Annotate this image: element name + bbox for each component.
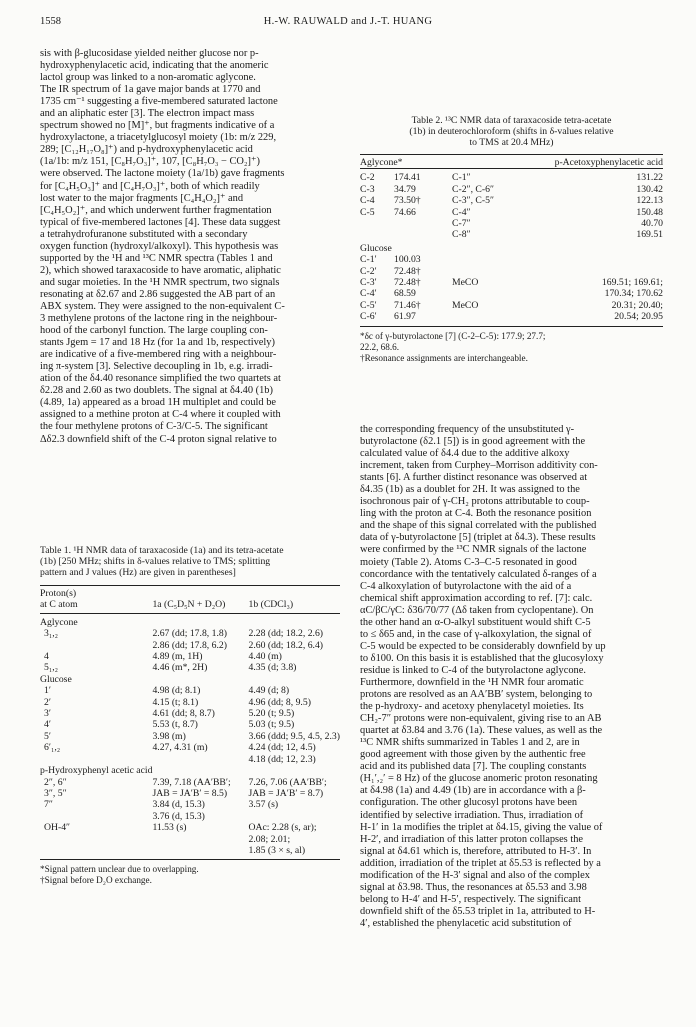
text-line: and the shape of this signal correlated with the published — [360, 520, 597, 532]
text-line: the corresponding frequency of the unsubstituted γ- — [360, 424, 575, 435]
text-line: C-5 would be expected to be considerably downfield by up — [360, 640, 606, 652]
text-line: signal at δ3.98. Thus, the resonances at δ5.53 and 3.98 — [360, 881, 587, 893]
table-cell — [452, 266, 570, 277]
text-line: identified by selective irradiation. Thus, irradiation of — [360, 809, 584, 821]
table-cell: 3.98 (m) — [152, 730, 186, 742]
text-line: 289; [C₁₂H₁₇O₈]⁺) and p-hydroxyphenylacetic acid — [40, 144, 253, 156]
table-cell: 4.61 (dd; 8, 8.7) — [152, 708, 215, 720]
table-cell: 68.59 — [394, 288, 416, 300]
table-row — [40, 788, 340, 799]
table-cell — [40, 811, 152, 822]
table-cell — [249, 674, 341, 685]
text-line: residue is linked to C-4 of the butyrolactone aglycone. — [360, 664, 586, 676]
text-line: and an aliphatic ester [3]. The electron impact mass — [40, 108, 255, 120]
table-cell: 73.50† — [394, 195, 421, 207]
table-cell: C-7″ — [452, 218, 471, 230]
table-cell: p-Hydroxyphenyl acetic acid — [40, 765, 153, 777]
table-1 — [40, 545, 340, 886]
table-row — [360, 277, 663, 288]
table-cell: 4.27, 4.31 (m) — [152, 742, 208, 754]
table-2-footnotes — [360, 331, 663, 364]
table-cell: 4.46 (m*, 2H) — [152, 662, 208, 674]
text-line: δ4.35 (1b) as a doublet for 2H. It was assigned to the — [360, 484, 580, 496]
text-line: ABX system. They were assigned to the non-equivalent C- — [40, 300, 285, 312]
text-line: δ2.28 and 2.60 as two doublets. The signal at δ4.40 (1b) — [40, 385, 273, 397]
right-paragraph — [360, 424, 662, 930]
text-line: to δ100. On this basis it is established that the glucosyloxy — [360, 652, 604, 664]
table-cell: 4.40 (m) — [248, 651, 282, 663]
table-cell: 4.96 (dd; 8, 9.5) — [248, 696, 311, 708]
text-line: ling with the proton at C-4. Both the resonance position — [360, 508, 592, 520]
text-line: and sugar moieties. In the ¹H NMR spectrum, two signals — [40, 276, 280, 288]
table-cell: 4.35 (d; 3.8) — [248, 662, 297, 674]
table-cell — [452, 288, 570, 299]
footnote-line: *Signal pattern unclear due to overlapping. — [40, 864, 199, 875]
table-cell: JAB = JA′B′ = 8.5) — [152, 787, 228, 799]
table-row — [360, 184, 663, 195]
table-row — [40, 754, 340, 765]
table-cell — [152, 613, 248, 628]
text-line: ¹³C NMR shifts summarized in Tables 1 and 2, are in — [360, 737, 580, 749]
table-cell: C-4 — [360, 195, 375, 207]
text-line: were confirmed by the ¹³C NMR signals of the lactone — [360, 544, 587, 556]
footnote-line: †Signal before D₂O exchange. — [40, 875, 152, 886]
table-cell: 11.53 (s) — [152, 822, 187, 834]
text-line: CH₂-7″ protons were non-equivalent, giving rise to an AB — [360, 713, 602, 725]
table-1-caption — [40, 545, 340, 578]
table-cell: 122.13 — [636, 195, 663, 207]
table-cell: C-4′ — [360, 288, 377, 300]
table-cell: 150.48 — [636, 206, 663, 218]
left-column-text — [40, 48, 340, 446]
table-cell: 131.22 — [636, 172, 663, 184]
table-row — [40, 708, 340, 719]
table-cell: 169.51 — [636, 229, 663, 241]
table-row — [40, 662, 340, 673]
table-cell: 3₁,₂ — [44, 628, 59, 640]
table-1-head-1a: 1a (C₅D₅N + D₂O) — [152, 599, 248, 613]
table-cell: C-2 — [360, 172, 375, 184]
table-cell: C-8″ — [452, 229, 471, 241]
table-1-head-atom: at C atom — [40, 599, 152, 613]
table-cell — [570, 254, 663, 265]
text-line: typical of five-membered lactones [4]. These data suggest — [40, 216, 281, 228]
table-2-header-acid: p-Acetoxyphenylacetic acid — [452, 155, 663, 169]
table-1-head-proton: Proton(s) — [40, 586, 152, 600]
table-cell: 5.03 (t; 9.5) — [248, 719, 295, 731]
table-row — [40, 674, 340, 685]
table-row — [360, 254, 663, 265]
table-row — [40, 811, 340, 822]
table-cell — [249, 613, 341, 628]
table-row — [360, 288, 663, 299]
text-line: isochronous pair of γ-CH₂ protons attributable to coup- — [360, 496, 590, 508]
text-line: αC/βC/γC: δ36/70/77 (Δδ taken from cyclopentane). On — [360, 604, 594, 616]
table-cell: 4 — [44, 651, 49, 663]
table-row — [40, 651, 340, 662]
table-row — [40, 777, 340, 788]
table-row — [40, 719, 340, 730]
table-row — [360, 195, 663, 206]
table-cell: C-2′ — [360, 265, 377, 277]
table-cell: 1.85 (3 × s, al) — [248, 844, 306, 856]
text-line: protons are resolved as an AA′BB′ system, belonging to — [360, 689, 593, 701]
table-cell: 3.76 (d, 15.3) — [152, 810, 205, 822]
table-row — [40, 834, 340, 845]
table-row — [40, 628, 340, 639]
text-line: Furthermore, downfield in the ¹H NMR four aromatic — [360, 676, 584, 688]
table-cell: OH-4″ — [44, 822, 71, 834]
table-1-grid — [40, 585, 340, 856]
table-cell: 2″, 6″ — [44, 776, 67, 788]
text-line: oxygen function (hydroxyl/alkoxyl). This hypothesis was — [40, 240, 279, 252]
table-cell: JAB = JA′B′ = 8.7) — [248, 787, 324, 799]
text-line: calculated value of δ4.4 due to the additive alkoxy — [360, 448, 570, 460]
table-1-footnotes — [40, 864, 340, 886]
text-line: Δδ2.3 downfield shift of the C-4 proton signal relative to — [40, 433, 277, 445]
table-cell: 4.24 (dd; 12, 4.5) — [248, 742, 316, 754]
table-row — [360, 311, 663, 322]
text-line: at δ4.98 (1a) and 4.49 (1b) are in accordance with a β- — [360, 785, 586, 797]
table-row — [360, 229, 663, 240]
table-cell: 72.48† — [394, 277, 421, 289]
table-2-header-aglycone: Aglycone* — [360, 155, 452, 169]
table-row — [40, 731, 340, 742]
text-line: acid and its published data [7]. The coupling constants — [360, 761, 587, 773]
table-cell: 4.18 (dd; 12, 2.3) — [248, 753, 316, 765]
table-cell: 4.98 (d; 8.1) — [152, 685, 201, 697]
table-cell: MeCO — [452, 299, 479, 311]
text-line: good agreement with those given by the authentic free — [360, 749, 586, 761]
table-cell: 2.08; 2.01; — [248, 833, 291, 845]
text-line: H-1′ in 1a modifies the triplet at δ4.15, giving the value of — [360, 821, 603, 833]
text-line: moiety (Table 2). Atoms C-3–C-5 resonated in good — [360, 556, 577, 568]
table-cell: 7″ — [44, 799, 53, 811]
caption-line: to TMS at 20.4 MHz) — [469, 137, 554, 148]
table-row — [360, 207, 663, 218]
table-cell: 5′ — [44, 730, 51, 742]
table-cell: OAc: 2.28 (s, ar); — [248, 822, 317, 834]
text-line: hydroxylactone, a triacetylglucosyl moiety (1b: m/z 229, — [40, 132, 277, 144]
caption-line: (1b) [250 MHz; shifts in δ-values relative to TMS; splitting — [40, 556, 271, 567]
table-cell: MeCO — [452, 277, 479, 289]
table-cell: 4.15 (t; 8.1) — [152, 696, 199, 708]
text-line: a tetrahydrofuranone substituted with a secondary — [40, 228, 248, 240]
text-line: lactol group was linked to a non-aromatic aglycone. — [40, 72, 256, 84]
text-line: lost water to the major fragments [C₄H₄O₂]⁺ and — [40, 192, 244, 204]
table-row — [40, 822, 340, 833]
text-line: butyrolactone (δ2.1 [5]) is in good agreement with the — [360, 436, 586, 448]
text-line: concordance with the tentatively calculated δ-ranges of a — [360, 568, 597, 580]
table-cell: 3.84 (d, 15.3) — [152, 799, 205, 811]
table-cell — [394, 229, 452, 240]
table-cell: 20.31; 20.40; — [611, 299, 663, 311]
table-cell: 3″, 5″ — [44, 787, 67, 799]
table-row — [40, 765, 340, 776]
table-cell: C-5′ — [360, 299, 377, 311]
table-row — [40, 685, 340, 696]
caption-line: Table 2. ¹³C NMR data of taraxacoside tetra-acetate — [411, 115, 612, 126]
text-line: 1735 cm⁻¹ suggesting a five-membered saturated lactone — [40, 96, 278, 108]
table-cell: Glucose — [40, 673, 72, 685]
text-line: the other hand an α-O-alkyl substituent would shift C-5 — [360, 616, 591, 628]
table-row — [40, 613, 340, 628]
table-cell: C-2″, C-6″ — [452, 183, 494, 195]
table-cell — [249, 811, 341, 822]
table-cell: 170.34; 170.62 — [604, 288, 663, 300]
table-cell: 4.49 (d; 8) — [248, 685, 290, 697]
text-line: the p-hydroxy- and acetoxy phenylacetyl moieties. Its — [360, 701, 584, 713]
caption-line: (1b) in deuterochloroform (shifts in δ-values relative — [409, 126, 614, 137]
text-line: [C₄H₅O₂]⁺, and which underwent further fragmentation — [40, 204, 272, 216]
table-cell — [249, 765, 341, 776]
text-line: configuration. The other glucosyl protons have been — [360, 797, 578, 809]
table-cell — [40, 845, 152, 856]
text-line: hydroxyphenylacetic acid, indicating that the anomeric — [40, 60, 269, 72]
table-cell: 2.86 (dd; 17.8, 6.2) — [152, 639, 227, 651]
table-row — [40, 799, 340, 810]
text-line: signal at δ4.61 which is, therefore, attributed to H-3′. In — [360, 845, 592, 857]
table-cell — [452, 311, 570, 322]
text-line: to ≤ δ65 and, in the case of γ-alkoxylation, the signal of — [360, 628, 592, 640]
text-line: the four methylene protons of C-3/C-5. The significant — [40, 421, 268, 433]
table-cell: C-5 — [360, 206, 375, 218]
table-2-caption — [360, 115, 663, 148]
text-line: downfield shift of the δ5.53 triplet in 1a, attributed to H- — [360, 905, 596, 917]
running-title: H.-W. RAUWALD and J.-T. HUANG — [263, 16, 433, 27]
table-cell: 2.60 (dd; 18.2, 6.4) — [248, 639, 324, 651]
table-cell — [152, 834, 248, 845]
text-line: H-2′, and irradiation of this latter proton collapses the — [360, 833, 584, 845]
table-cell: 2.67 (dd; 17.8, 1.8) — [152, 628, 227, 640]
table-cell: 6′₁,₂ — [44, 742, 61, 754]
table-cell: C-3″, C-5″ — [452, 195, 494, 207]
caption-line: Table 1. ¹H NMR data of taraxacoside (1a) and its tetra-acetate — [40, 545, 284, 556]
footnote-line: †Resonance assignments are interchangeable. — [360, 352, 528, 363]
table-2-glucose-label: Glucose — [360, 242, 392, 254]
table-cell — [394, 218, 452, 229]
table-cell: C-3 — [360, 183, 375, 195]
table-cell — [40, 834, 152, 845]
table-cell: 4′ — [44, 719, 51, 731]
caption-line: pattern and J values (Hz) are given in parentheses] — [40, 567, 236, 578]
text-line: for [C₄H₅O₃]⁺ and [C₄H₇O₃]⁺, both of which readily — [40, 180, 260, 192]
table-cell: C-4″ — [452, 206, 471, 218]
table-cell: 130.42 — [636, 183, 663, 195]
table-cell: 40.70 — [641, 218, 663, 230]
text-line: 3 methylene protons of the lactone ring in the neighbour- — [40, 313, 278, 325]
table-cell: 3.57 (s) — [248, 799, 279, 811]
table-row — [40, 640, 340, 651]
table-cell: C-1′ — [360, 254, 377, 266]
table-row — [40, 697, 340, 708]
table-cell: 61.97 — [394, 311, 416, 323]
table-2 — [360, 115, 663, 364]
text-line: hood of the carbonyl function. The large coupling con- — [40, 325, 268, 337]
table-cell: 34.79 — [394, 183, 416, 195]
text-line: (4.89, 1a) appeared as a broad 1H multiplet and could be — [40, 397, 277, 409]
text-line: supported by the ¹H and ¹³C NMR spectra (Tables 1 and — [40, 252, 273, 264]
text-line: stants [6]. A further distinct resonance was observed at — [360, 472, 588, 484]
text-line: data of γ-butyrolactone [5] (triplet at δ4.3). These results — [360, 532, 596, 544]
table-cell: 5.53 (t, 8.7) — [152, 719, 198, 731]
table-cell — [452, 254, 570, 265]
table-row — [360, 218, 663, 229]
text-line: 2), which showed taraxacoside to have aromatic, aliphatic — [40, 264, 281, 276]
table-cell: C-6′ — [360, 311, 377, 323]
table-cell: 71.46† — [394, 299, 421, 311]
table-row — [360, 172, 663, 183]
table-2-grid — [360, 154, 663, 323]
table-cell — [40, 640, 152, 651]
table-cell: 20.54; 20.95 — [614, 311, 663, 323]
text-line: modification of the H-3′ signal and also of the complex — [360, 869, 590, 881]
table-cell — [570, 266, 663, 277]
text-line: quartet at δ3.84 and 3.76 (1a). These values, as well as the — [360, 725, 603, 737]
footnote-line: *δc of γ-butyrolactone [7] (C-2–C-5): 177.9; 27.7; — [360, 330, 546, 341]
right-column-text — [360, 424, 662, 930]
text-line: (1a/1b: m/z 151, [C₈H₇O₃]⁺, 107, [C₈H₇O₃ − CO₂]⁺) — [40, 156, 260, 168]
table-cell — [40, 754, 152, 765]
table-cell — [360, 218, 394, 229]
page-number: 1558 — [40, 16, 61, 27]
table-cell: C-1″ — [452, 172, 471, 184]
table-cell: 72.48† — [394, 265, 421, 277]
text-line: 4′, established the phenylacetic acid substitution of — [360, 917, 572, 929]
text-line: C-4 alkoxylation of butyrolactone with the aid of a — [360, 580, 572, 592]
text-line: were observed. The lactone moiety (1a/1b) gave fragments — [40, 168, 285, 180]
table-1-bottom-rule — [40, 859, 340, 860]
table-cell — [152, 754, 248, 765]
table-row — [40, 845, 340, 856]
table-cell: 7.26, 7.06 (AA′BB′; — [248, 776, 327, 788]
table-cell: 169.51; 169.61; — [601, 277, 663, 289]
table-cell: C-3′ — [360, 277, 377, 289]
text-line: belong to H-4′ and H-5′, respectively. The significant — [360, 893, 581, 905]
table-1-head-1b: 1b (CDCl₃) — [249, 599, 341, 613]
table-cell — [360, 229, 394, 240]
table-cell: Aglycone — [40, 616, 78, 628]
table-cell: 3′ — [44, 708, 51, 720]
text-line: stants Jgem = 17 and 18 Hz (for 1a and 1b, respectively) — [40, 337, 275, 349]
table-cell: 4.89 (m, 1H) — [152, 651, 203, 663]
table-cell — [152, 765, 248, 776]
table-cell: 7.39, 7.18 (AA′BB′; — [152, 776, 231, 788]
table-cell: 100.03 — [394, 254, 421, 266]
text-line: ing π-system [3]. Selective decoupling in 1b, e.g. irradi- — [40, 361, 273, 373]
text-line: addition, irradiation of the triplet at δ5.53 is reflected by a — [360, 857, 601, 869]
table-cell — [152, 845, 248, 856]
text-line: spectrum showed no [M]⁺, but fragments indicative of a — [40, 120, 275, 132]
table-cell: 2′ — [44, 696, 51, 708]
table-row — [360, 266, 663, 277]
table-cell: 3.66 (ddd; 9.5, 4.5, 2.3) — [248, 730, 340, 742]
text-line: ation of the δ4.40 resonance simplified the two quartets at — [40, 373, 281, 385]
table-cell — [152, 674, 248, 685]
table-cell: 174.41 — [394, 172, 421, 184]
table-cell: 74.66 — [394, 206, 416, 218]
table-row — [360, 300, 663, 311]
left-paragraph — [40, 48, 340, 446]
text-line: (H₁′,₂′ = 8 Hz) of the glucose anomeric proton resonating — [360, 773, 598, 785]
text-line: are indicative of a five-membered ring with a neighbour- — [40, 349, 277, 361]
footnote-line: 22.2, 68.6. — [360, 341, 400, 352]
table-2-bottom-rule — [360, 326, 663, 327]
table-cell: 5₁,₂ — [44, 662, 59, 674]
table-cell: 1′ — [44, 685, 51, 697]
table-row — [40, 742, 340, 753]
text-line: The IR spectrum of 1a gave major bands at 1770 and — [40, 84, 261, 96]
text-line: assigned to a methine proton at C-4 where it coupled with — [40, 409, 281, 421]
text-line: increment, taken from Curphey–Morrison additivity con- — [360, 460, 598, 472]
text-line: sis with β-glucosidase yielded neither glucose nor p- — [40, 48, 259, 59]
text-line: resonating at δ2.67 and 2.86 suggested the AB part of an — [40, 288, 276, 300]
table-cell: 5.20 (t; 9.5) — [248, 708, 295, 720]
table-cell: 2.28 (dd; 18.2, 2.6) — [248, 628, 324, 640]
text-line: chemical shift approximation according to ref. [7]: calc. — [360, 592, 593, 604]
